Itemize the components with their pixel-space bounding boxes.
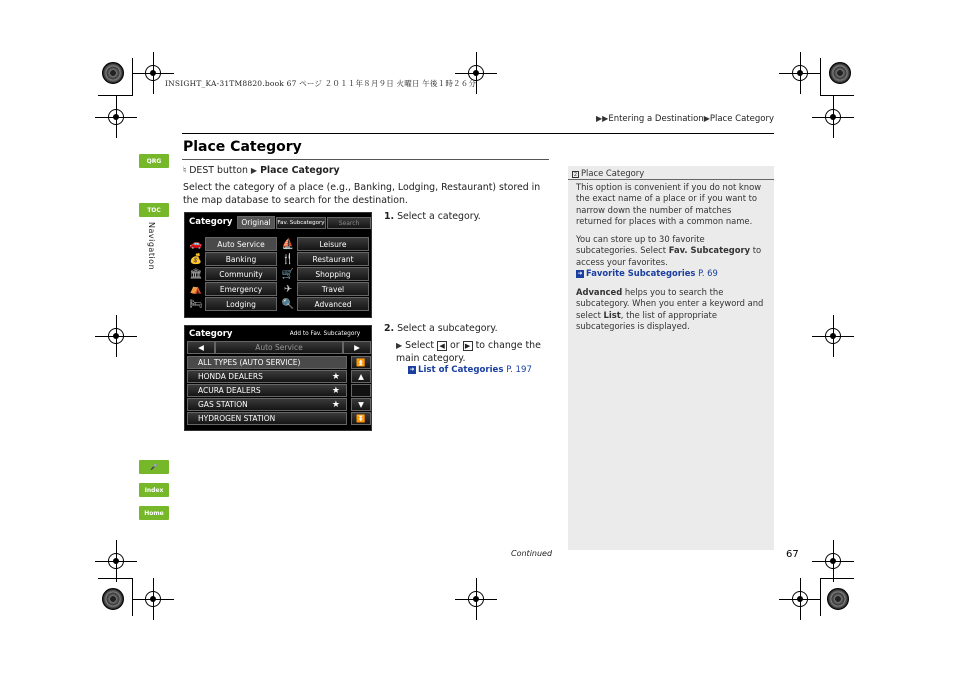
step-2-or: or [450,340,460,351]
category-auto-service[interactable]: Auto Service [205,237,277,251]
print-target-bottom-right [827,588,849,610]
note-header-text: Place Category [581,168,645,178]
double-up-icon: ⏫ [356,358,366,367]
step-2-number: 2. [384,323,395,334]
crop-line [820,578,821,616]
plane-icon: ✈ [283,283,293,295]
magnifier-icon: 🔍 [281,298,295,310]
category-emergency[interactable]: Emergency [205,282,277,296]
registration-mark-bottom-right [789,588,811,610]
dest-line [183,164,340,178]
note-p2-c: to access your favorites. [576,245,762,267]
right-arrow-icon: ▶ [354,343,360,352]
crop-line [98,95,132,96]
link-text[interactable]: List of Categories [418,365,504,375]
car-icon: 🚗 [189,238,203,250]
category-prev-button[interactable] [187,341,215,354]
add-to-fav-button[interactable]: Add to Fav. Subcategory [281,328,369,339]
list-of-categories-link[interactable] [408,364,532,377]
note-header [568,166,774,180]
dest-target: Place Category [260,165,340,176]
list-item[interactable] [187,370,347,383]
voice-tab[interactable] [139,460,169,474]
note-p3-b: helps you to search the subcategory. When you enter a keyword and select [576,287,764,320]
note-p2-b: Fav. Subcategory [668,245,751,256]
breadcrumb-part1[interactable]: Entering a Destination [608,114,704,124]
scroll-down-button[interactable] [351,398,371,411]
page-number: 67 [786,549,799,560]
restaurant-icon: 🍴 [281,253,295,265]
registration-mark-bottom-left [142,588,164,610]
favorite-subcategories-link[interactable] [576,268,718,279]
print-header: INSIGHT_KA-31TM8820.book 67 ページ ２０１１年８月９日 火曜日 午後１時２６分 [165,79,477,88]
breadcrumb-arrow-icon: ▶ [703,114,710,123]
boat-icon: ⛵ [281,238,295,250]
registration-mark-top-right [789,62,811,84]
down-arrow-icon: ▼ [358,400,364,409]
continued-label: Continued [511,549,553,558]
note-p2-a: You can store up to 30 favorite subcategories. Select [576,234,705,256]
step-1 [384,210,481,223]
left-arrow-icon: ◀ [198,343,204,352]
favorite-star-icon: ★ [331,371,340,382]
list-item-label: ALL TYPES (AUTO SERVICE) [198,358,301,367]
note-header-icon: 2 [573,172,578,178]
category-lodging[interactable]: Lodging [205,297,277,311]
registration-mark-mid-left [105,325,127,347]
category-selector[interactable]: Auto Service [215,341,343,354]
breadcrumb [596,114,774,124]
page-title: Place Category [183,139,302,155]
double-down-icon: ⏬ [356,414,366,423]
tent-icon: ⛺ [189,283,203,295]
note-paragraph-2 [576,234,768,268]
category-screen [184,212,372,318]
crop-line [820,58,821,96]
crop-line [98,578,132,579]
cart-icon: 🛒 [281,268,295,280]
category-advanced[interactable]: Advanced [297,297,369,311]
note-paragraph-1: This option is convenient if you do not know the exact name of a place or if you want to narrow down the number of matches returned for places with a common name. [576,182,762,226]
scroll-bottom-button[interactable] [351,412,371,425]
section-label: Navigation [147,222,156,271]
step-1-number: 1. [384,211,395,222]
title-top-rule [182,133,774,134]
registration-mark-mid-right [822,325,844,347]
breadcrumb-arrow-icon: ▶▶ [596,114,609,123]
note-paragraph-3 [576,287,768,332]
bed-icon: 🛏 [189,298,203,310]
print-target-bottom-left [102,588,124,610]
tab-search[interactable]: Search [327,217,371,229]
link-arrow-icon: ➜ [577,269,583,277]
link-text[interactable]: Favorite Subcategories [586,268,696,278]
category-shopping[interactable]: Shopping [297,267,369,281]
breadcrumb-part2[interactable]: Place Category [709,114,774,124]
crop-line [132,578,133,616]
list-item-label: GAS STATION [198,400,248,409]
link-page[interactable]: P. 197 [506,365,532,375]
crop-line [820,578,854,579]
scroll-track[interactable] [351,384,371,397]
arrow-icon: ▶ [250,166,258,175]
tab-fav-subcategory[interactable]: Fav. Subcategory [276,217,326,229]
category-community[interactable]: Community [205,267,277,281]
bank-icon: 💰 [189,253,203,265]
registration-mark-top-left [142,62,164,84]
toc-tab[interactable]: TOC [139,203,169,217]
left-button-icon: ◀ [437,341,447,351]
registration-mark-bottom-center [465,588,487,610]
building-icon: 🏛 [189,268,203,280]
note-p3-a: Advanced [576,287,623,297]
tab-original[interactable]: Original [237,216,275,229]
voice-command-icon: ♮ [183,166,187,176]
print-target-top-left [102,62,124,84]
list-item-label: HYDROGEN STATION [198,414,276,423]
note-p3-c: List [603,309,621,320]
crop-line [820,95,854,96]
print-target-top-right [829,62,851,84]
registration-mark-bottom-right-upper [822,550,844,572]
category-leisure[interactable]: Leisure [297,237,369,251]
registration-mark-bottom-left-upper [105,550,127,572]
home-tab[interactable]: Home [139,506,169,520]
favorite-star-icon: ★ [331,399,340,410]
screen2-title: Category [189,328,233,339]
up-arrow-icon: ▲ [358,372,364,381]
list-item[interactable] [187,398,347,411]
dest-button-label: DEST button [189,165,248,176]
link-page[interactable]: P. 69 [698,268,718,278]
intro-text: Select the category of a place (e.g., Banking, Lodging, Restaurant) stored in the map database to search for the destination. [183,182,541,206]
category-banking[interactable]: Banking [205,252,277,266]
scroll-up-button[interactable] [351,370,371,383]
title-bottom-rule [182,159,549,160]
category-restaurant[interactable]: Restaurant [297,252,369,266]
list-item-label: ACURA DEALERS [198,386,261,395]
step-2-rest: to change the main category. [396,340,541,364]
subcategory-screen [184,325,372,431]
step-1-text: Select a category. [397,211,481,222]
registration-mark-top-right-lower [822,106,844,128]
step-2 [384,322,498,335]
index-tab[interactable]: Index [139,483,169,497]
list-item[interactable] [187,356,347,369]
arrow-icon: ▶ [396,341,403,350]
step-2-text: Select a subcategory. [397,323,498,334]
step-2-sub [396,339,556,365]
list-item-label: HONDA DEALERS [198,372,263,381]
crop-line [132,58,133,96]
favorite-star-icon: ★ [331,385,340,396]
screen1-title: Category [189,217,233,227]
category-next-button[interactable] [343,341,371,354]
step-2-select: Select [405,340,435,351]
link-arrow-icon: ➜ [409,365,415,373]
category-travel[interactable]: Travel [297,282,369,296]
registration-mark-top-left-lower [105,106,127,128]
right-button-icon: ▶ [463,341,473,351]
scroll-top-button[interactable] [351,356,371,369]
note-p3-d: , the list of appropriate subcategories is displayed. [576,309,717,331]
list-item[interactable] [187,412,347,425]
voice-icon: 🎤 [150,463,158,471]
list-item[interactable] [187,384,347,397]
qrg-tab[interactable]: QRG [139,154,169,168]
